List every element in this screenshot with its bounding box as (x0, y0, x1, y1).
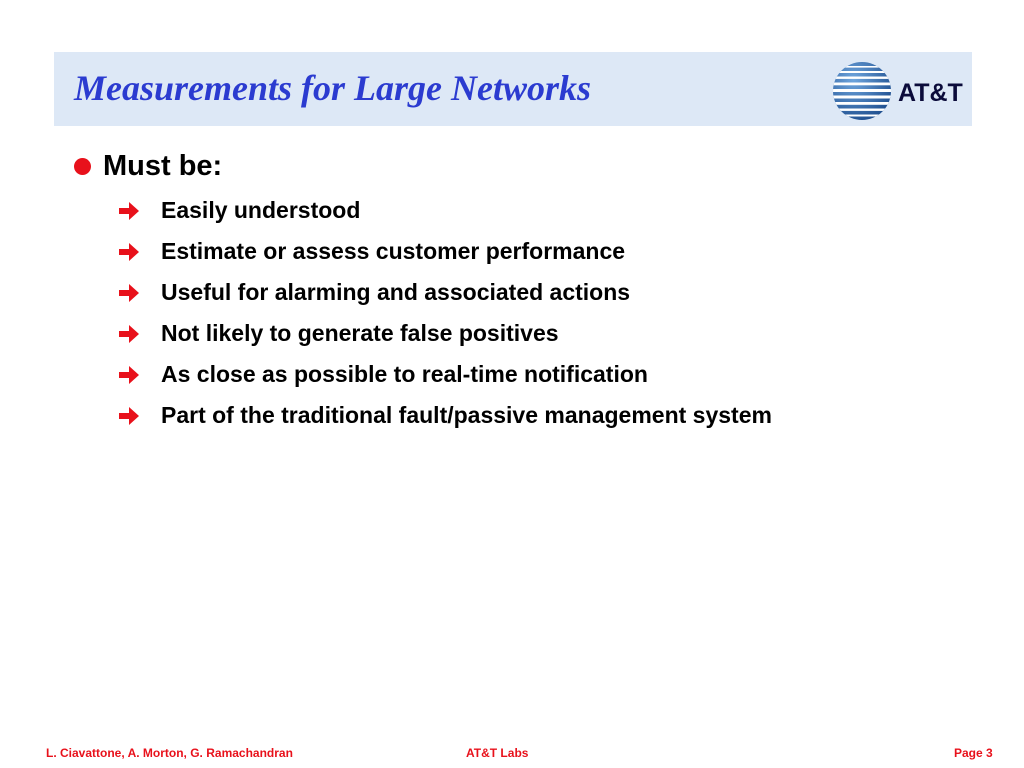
sub-bullet (118, 272, 772, 313)
arrow-right-icon (118, 406, 140, 426)
sub-bullet-text: Easily understood (161, 197, 361, 223)
main-bullet (74, 146, 222, 186)
sub-bullet-text: Not likely to generate false positives (161, 320, 559, 346)
att-logo (830, 60, 966, 120)
sub-bullet-list (118, 190, 772, 436)
slide-title: Measurements for Large Networks (74, 68, 592, 108)
main-bullet-text: Must be: (103, 149, 223, 182)
footer-org: AT&T Labs (466, 746, 529, 760)
sub-bullet (118, 190, 772, 231)
arrow-right-icon (118, 324, 140, 344)
sub-bullet (118, 354, 772, 395)
red-bullet-dot (74, 158, 91, 175)
sub-bullet-text: Part of the traditional fault/passive management system (161, 402, 772, 428)
sub-bullet (118, 313, 772, 354)
arrow-right-icon (118, 283, 140, 303)
sub-bullet-text: Estimate or assess customer performance (161, 238, 626, 264)
arrow-right-icon (118, 201, 140, 221)
title-bar (54, 52, 972, 126)
footer-page-number: Page 3 (954, 746, 993, 760)
sub-bullet (118, 231, 772, 272)
arrow-right-icon (118, 365, 140, 385)
arrow-right-icon (118, 242, 140, 262)
footer-authors: L. Ciavattone, A. Morton, G. Ramachandran (46, 746, 293, 760)
sub-bullet-text: Useful for alarming and associated actions (161, 279, 631, 305)
att-wordmark: AT&T (898, 79, 963, 107)
att-globe-icon (830, 62, 894, 120)
sub-bullet (118, 395, 772, 436)
sub-bullet-text: As close as possible to real-time notification (161, 361, 648, 387)
